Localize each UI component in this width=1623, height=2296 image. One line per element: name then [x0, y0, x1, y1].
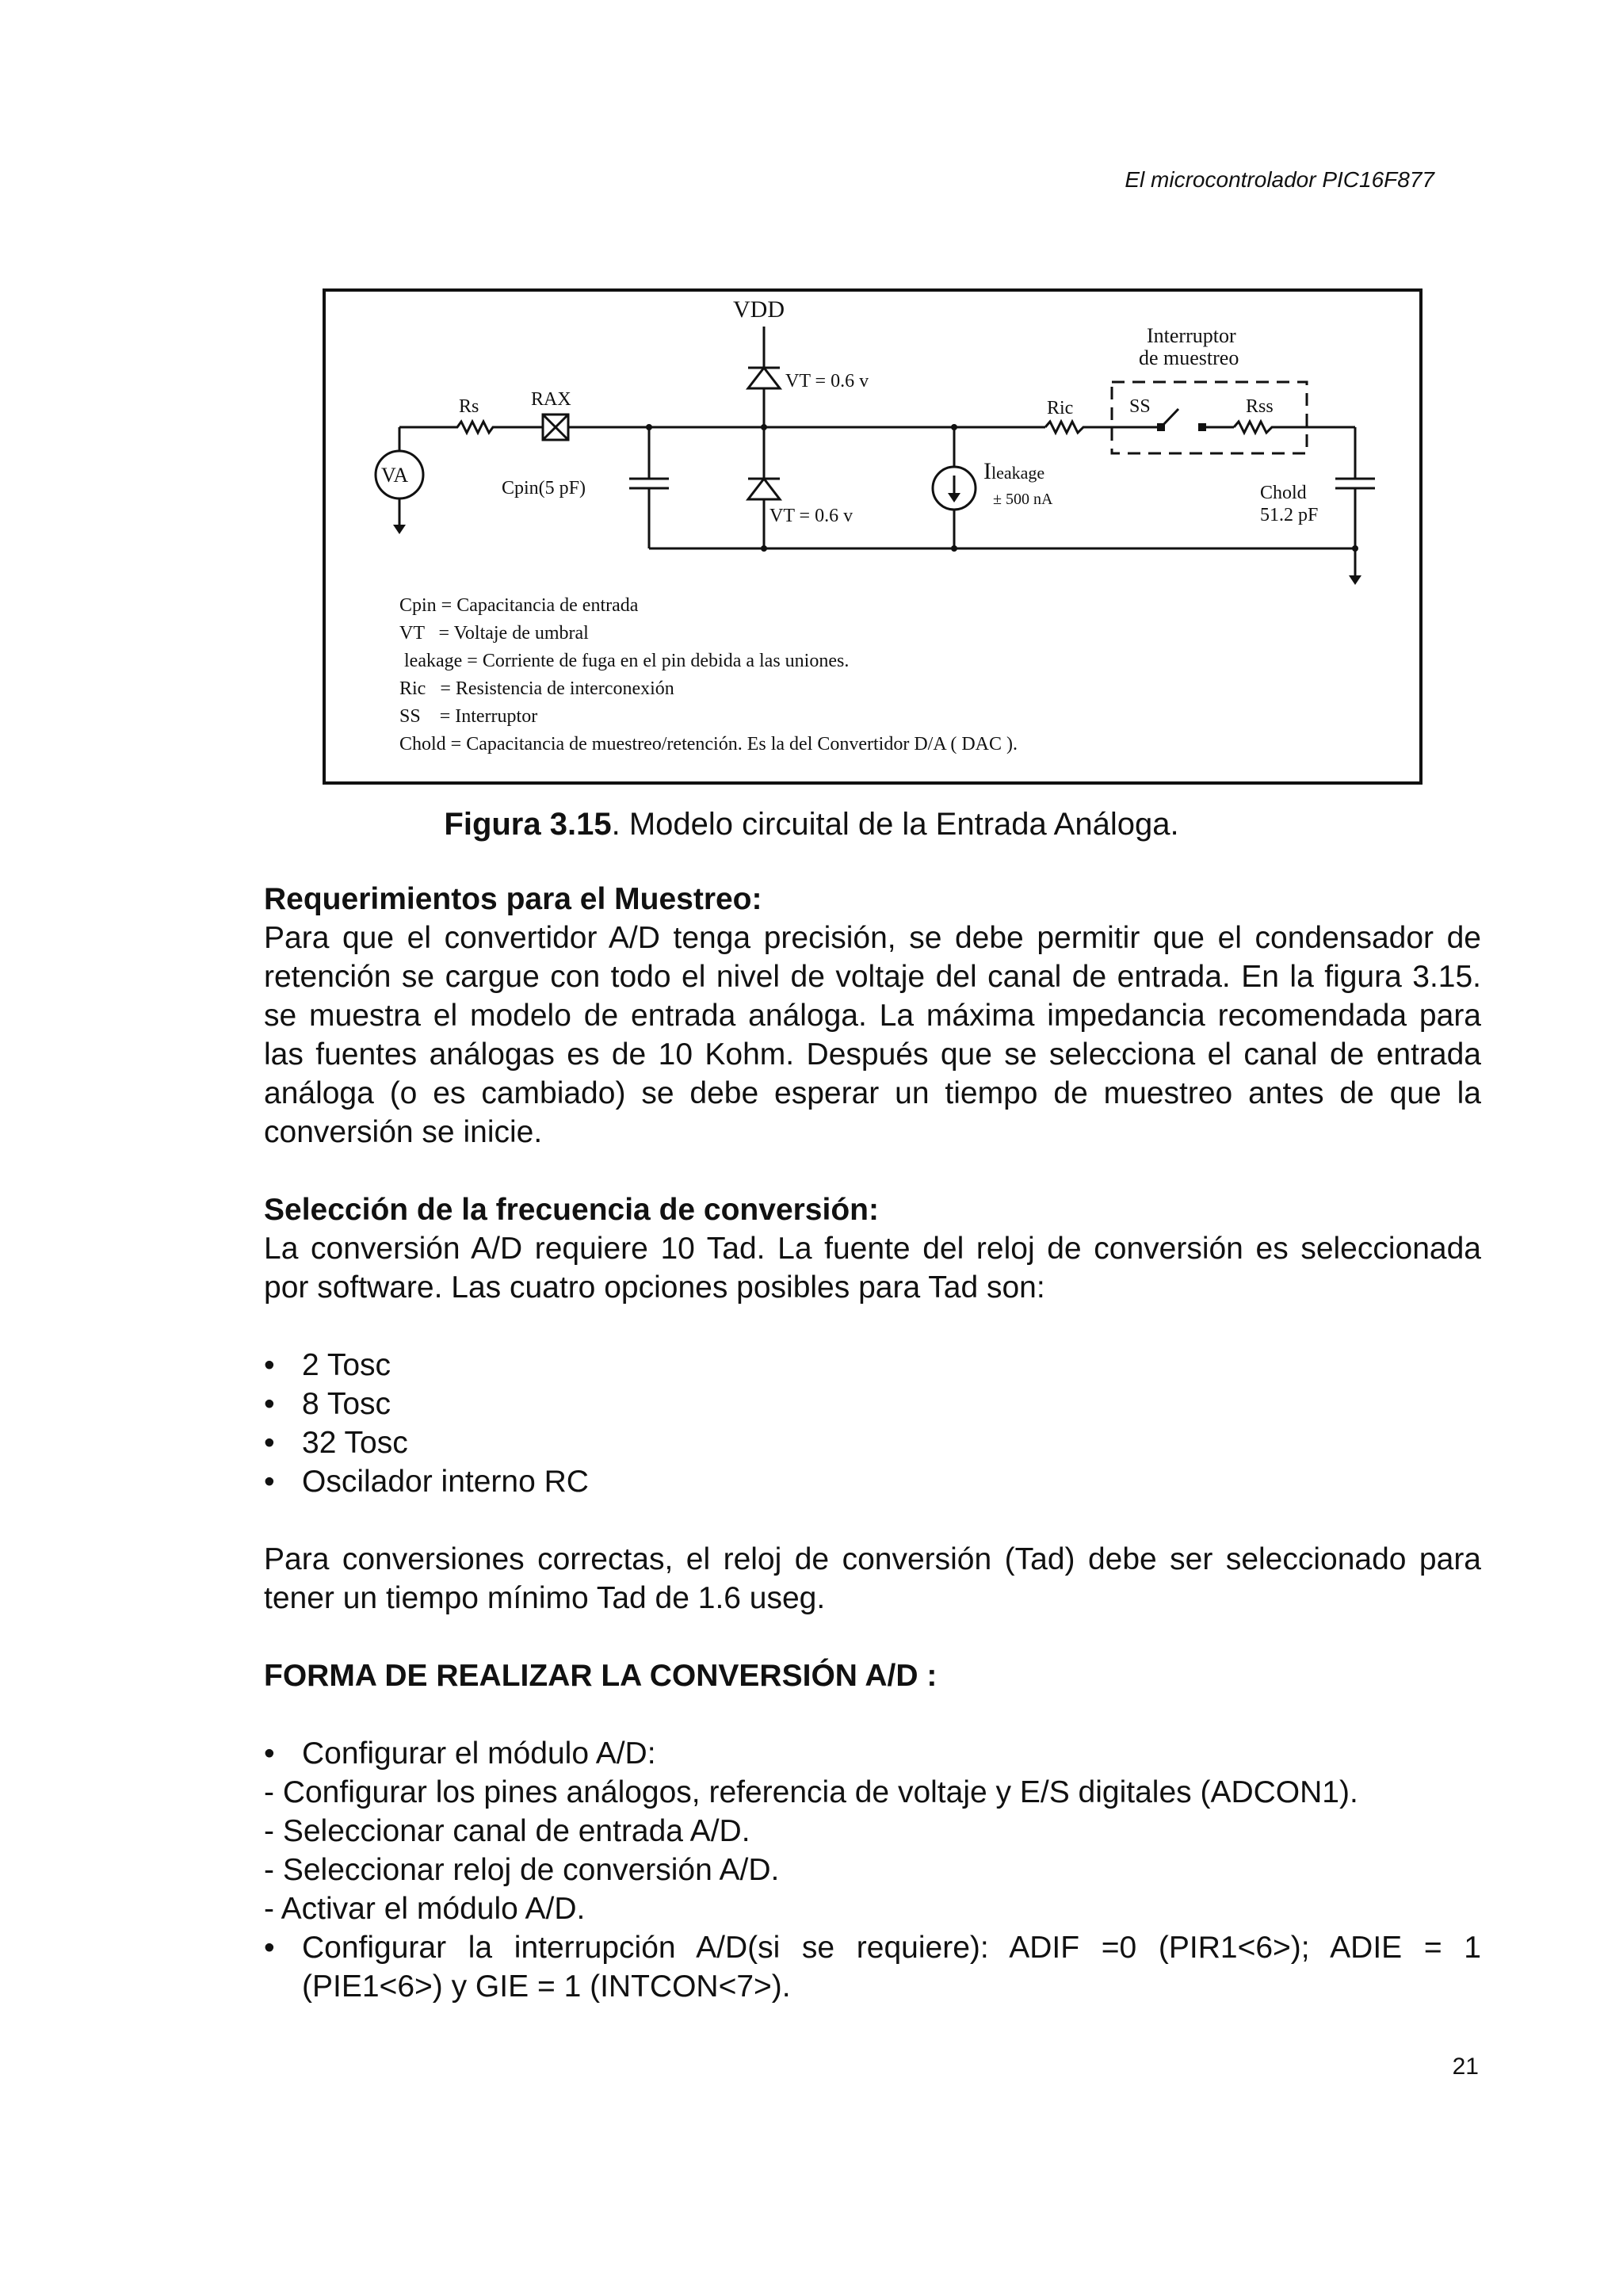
- vt-top-label: VT = 0.6 v: [785, 371, 869, 392]
- interruptor-label-line1: Interruptor: [1147, 324, 1236, 347]
- page-number: 21: [1452, 2053, 1479, 2080]
- list-item: • 32 Tosc: [264, 1423, 1481, 1462]
- step-item: - Seleccionar reloj de conversión A/D.: [264, 1853, 780, 1887]
- section-heading-forma: FORMA DE REALIZAR LA CONVERSIÓN A/D :: [264, 1659, 938, 1693]
- circuit-figure: [323, 288, 1423, 785]
- ileakage-value: ± 500 nA: [993, 491, 1053, 508]
- forma-bullet-2: [264, 1928, 1481, 2006]
- list-item: • Configurar el módulo A/D:: [264, 1734, 1481, 1773]
- legend-line: leakage = Corriente de fuga en el pin debida a las uniones.: [399, 651, 850, 671]
- ss-label: SS: [1129, 396, 1151, 417]
- va-label: VA: [381, 464, 409, 487]
- legend-line: Ric = Resistencia de interconexión: [399, 678, 674, 699]
- paragraph-muestreo: Para que el convertidor A/D tenga precisión, se debe permitir que el condensador de retención se cargue con todo el nivel de voltaje del canal de entrada. En la figura 3.15. se muestra el modelo de entrada análoga. La máxima impedancia recomendada para las fuentes análogas es de 10 Kohm. Después que se selecciona el canal de entrada análoga (o es cambiado) se debe esperar un tiempo de muestreo antes de que la conversión se inicie.: [264, 921, 1481, 1149]
- ric-label: Ric: [1047, 398, 1074, 418]
- step-item: - Activar el módulo A/D.: [264, 1892, 586, 1926]
- list-item: • Configurar la interrupción A/D(si se requiere): ADIF =0 (PIR1<6>); ADIE = 1 (PIE1<6>) y GIE = 1 (INTCON<7>).: [264, 1928, 1481, 2006]
- rs-label: Rs: [459, 396, 479, 417]
- tad-options-list: [264, 1346, 1481, 1501]
- caption-text: . Modelo circuital de la Entrada Análoga.: [611, 807, 1179, 842]
- list-item: • 2 Tosc: [264, 1346, 1481, 1385]
- ileakage-label: Ileakage: [983, 458, 1045, 484]
- forma-bullet-1: [264, 1734, 1481, 1773]
- circuit-diagram: [323, 288, 1423, 785]
- legend-line: VT = Voltaje de umbral: [399, 623, 589, 644]
- cpin-label: Cpin(5 pF): [502, 478, 586, 499]
- vt-bottom-label: VT = 0.6 v: [769, 506, 854, 526]
- paragraph-frecuencia: La conversión A/D requiere 10 Tad. La fuente del reloj de conversión es seleccionada por software. Las cuatro opciones posibles para Tad son:: [264, 1232, 1481, 1305]
- section-heading-muestreo: Requerimientos para el Muestreo:: [264, 882, 762, 916]
- section-heading-frecuencia: Selección de la frecuencia de conversión:: [264, 1193, 879, 1227]
- rss-label: Rss: [1246, 396, 1274, 417]
- chold-label: Chold: [1260, 483, 1307, 503]
- legend-line: SS = Interruptor: [399, 706, 538, 727]
- step-item: - Seleccionar canal de entrada A/D.: [264, 1814, 750, 1848]
- list-item: • 8 Tosc: [264, 1385, 1481, 1423]
- list-item: • Oscilador interno RC: [264, 1462, 1481, 1501]
- main-content: [264, 880, 1481, 2006]
- page-header: El microcontrolador PIC16F877: [1125, 167, 1434, 192]
- chold-value: 51.2 pF: [1260, 505, 1319, 525]
- caption-label: Figura 3.15: [444, 807, 612, 842]
- vdd-label: VDD: [733, 296, 785, 323]
- interruptor-label-line2: de muestreo: [1139, 346, 1239, 369]
- rax-label: RAX: [531, 389, 571, 410]
- paragraph-note: Para conversiones correctas, el reloj de conversión (Tad) debe ser seleccionado para tener un tiempo mínimo Tad de 1.6 useg.: [264, 1542, 1481, 1615]
- legend-line: Cpin = Capacitancia de entrada: [399, 595, 639, 616]
- legend-line: Chold = Capacitancia de muestreo/retención. Es la del Convertidor D/A ( DAC ).: [399, 734, 1018, 755]
- step-item: - Configurar los pines análogos, referencia de voltaje y E/S digitales (ADCON1).: [264, 1775, 1358, 1809]
- figure-caption: [0, 807, 1623, 842]
